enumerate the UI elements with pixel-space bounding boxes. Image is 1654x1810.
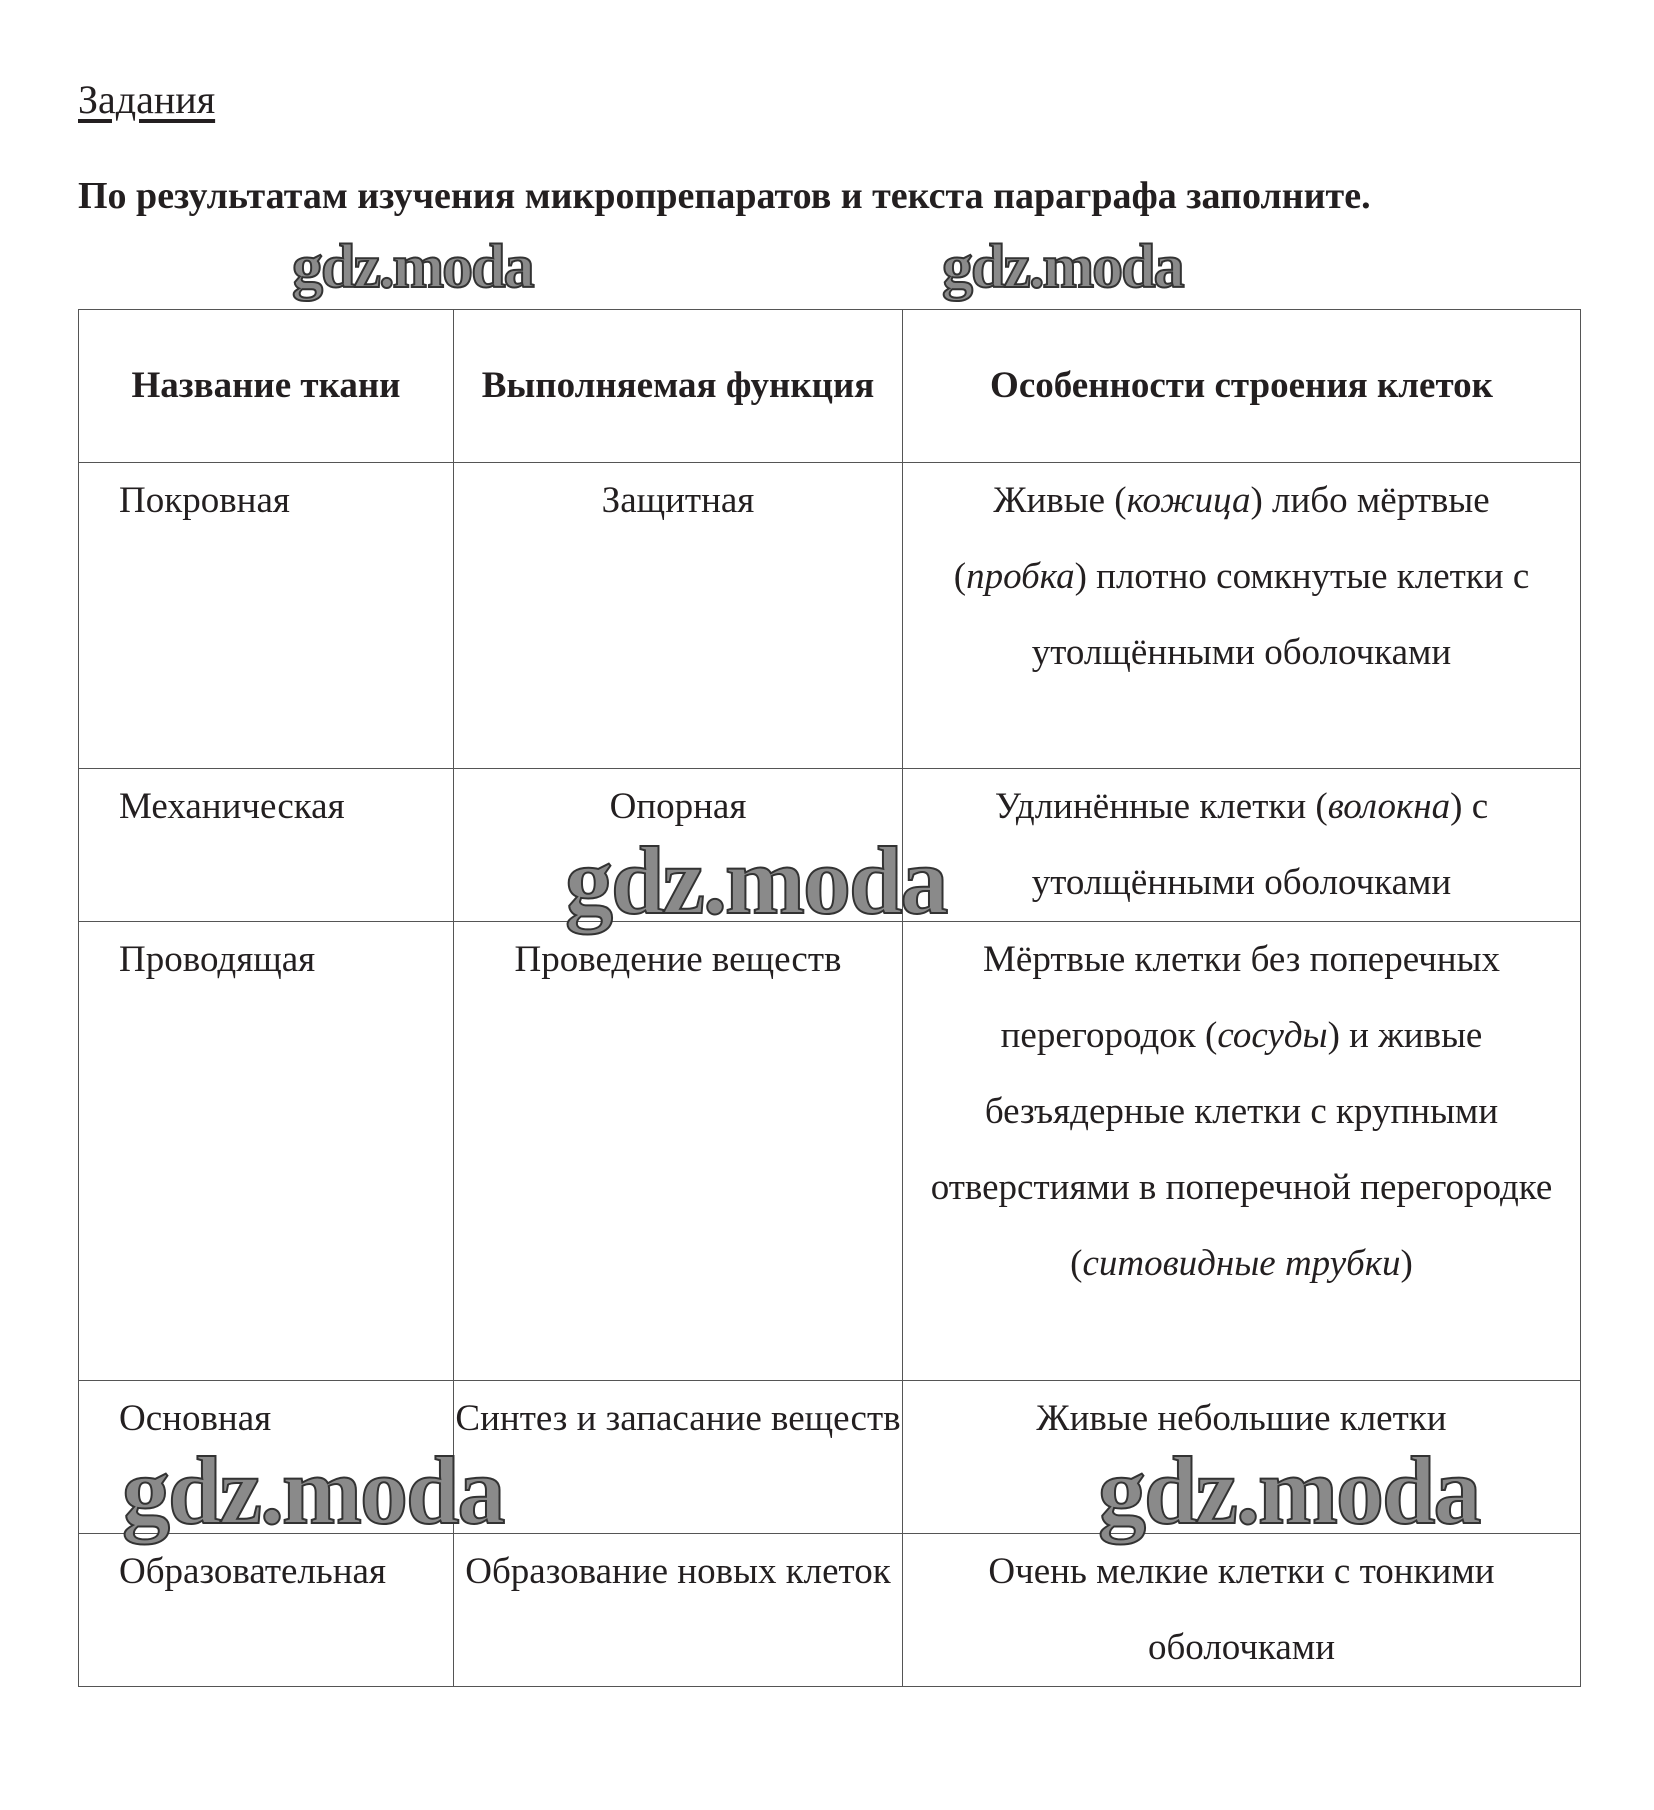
watermark: gdz.moda bbox=[942, 233, 1183, 301]
watermark: gdz.moda bbox=[565, 827, 947, 934]
tissue-function: Синтез и запасание веществ bbox=[454, 1381, 903, 1534]
italic-term: волокна bbox=[1327, 786, 1451, 827]
header-tissue-name: Название ткани bbox=[79, 310, 454, 463]
table-row bbox=[79, 1534, 1581, 1687]
text: Живые ( bbox=[993, 480, 1127, 521]
text: ) bbox=[1400, 1243, 1413, 1284]
text: Мёртвые клетки без поперечных перегородок ( bbox=[983, 939, 1500, 1056]
text: ) либо мёртвые ( bbox=[953, 480, 1490, 597]
watermark: gdz.moda bbox=[122, 1437, 504, 1544]
tissue-name: Проводящая bbox=[79, 922, 454, 1381]
table-row bbox=[79, 1381, 1581, 1534]
tissue-table bbox=[78, 309, 1581, 1687]
tissue-features: Живые небольшие клетки bbox=[903, 1381, 1581, 1534]
tissue-name: Покровная bbox=[79, 463, 454, 769]
table-row bbox=[79, 463, 1581, 769]
table-header-row bbox=[79, 310, 1581, 463]
table-row bbox=[79, 922, 1581, 1381]
tissue-features bbox=[903, 463, 1581, 769]
tissue-function: Опорная bbox=[454, 769, 903, 922]
italic-term: пробка bbox=[966, 556, 1075, 597]
header-features: Особенности строения клеток bbox=[903, 310, 1581, 463]
watermark: gdz.moda bbox=[1098, 1437, 1480, 1544]
tissue-name: Образовательная bbox=[79, 1534, 454, 1687]
watermark: gdz.moda bbox=[292, 233, 533, 301]
tissue-function: Образование новых клеток bbox=[454, 1534, 903, 1687]
text: ) плотно сомкнутые клетки с утолщёнными оболочками bbox=[1031, 556, 1530, 673]
section-title: Задания bbox=[78, 77, 216, 122]
header-function: Выполняемая функция bbox=[454, 310, 903, 463]
tissue-function: Защитная bbox=[454, 463, 903, 769]
italic-term: сосуды bbox=[1217, 1015, 1328, 1056]
italic-term: ситовидные трубки bbox=[1082, 1243, 1401, 1284]
table-row bbox=[79, 769, 1581, 922]
tissue-features bbox=[903, 922, 1581, 1381]
text: Удлинённые клетки ( bbox=[994, 786, 1328, 827]
italic-term: кожица bbox=[1126, 480, 1251, 521]
tissue-function: Проведение веществ bbox=[454, 922, 903, 1381]
text: ) с утолщёнными оболочками bbox=[1031, 786, 1489, 903]
tissue-features: Очень мелкие клетки с тонкими оболочками bbox=[903, 1534, 1581, 1687]
task-instruction: По результатам изучения микропрепаратов и текста параграфа заполните. bbox=[78, 175, 1371, 217]
text: ) и живые безъядерные клетки с крупными отверстиями в поперечной перегородке ( bbox=[930, 1015, 1553, 1284]
tissue-name: Механическая bbox=[79, 769, 454, 922]
tissue-features bbox=[903, 769, 1581, 922]
tissue-name: Основная bbox=[79, 1381, 454, 1534]
